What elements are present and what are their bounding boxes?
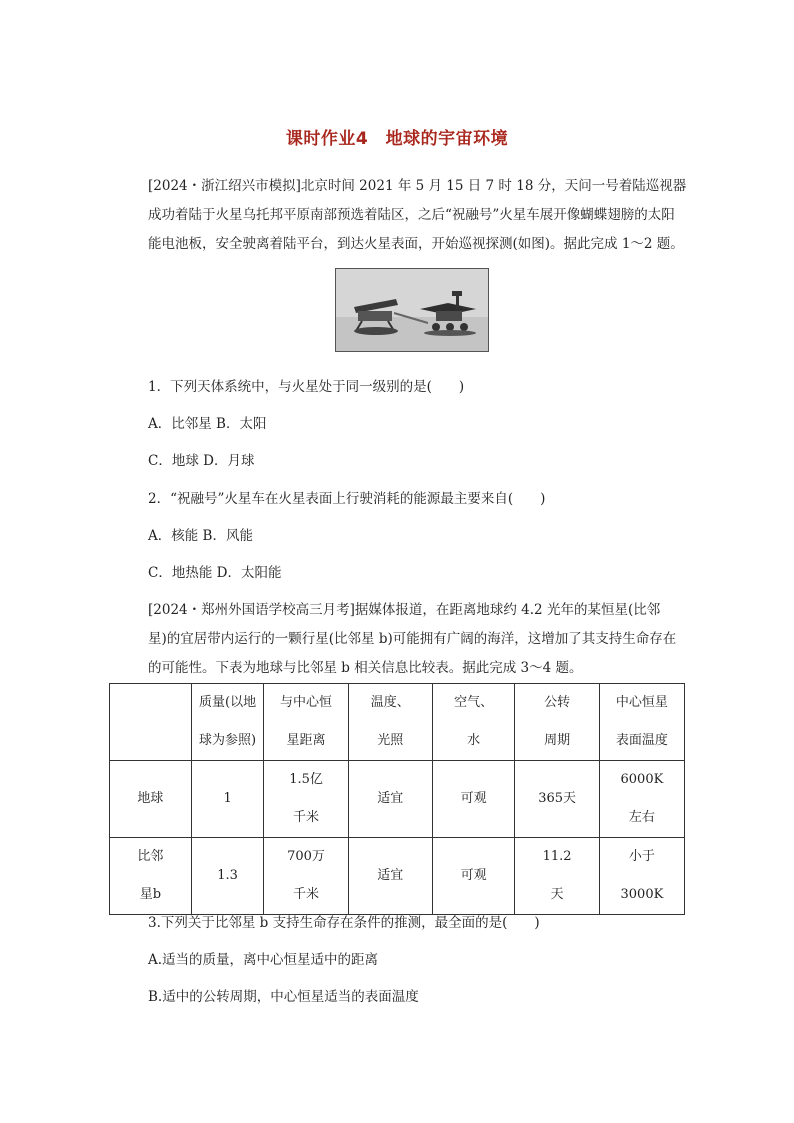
table-cell (191, 838, 264, 915)
cell-text: 可观 (460, 791, 487, 806)
intro-passage-2 (148, 596, 700, 683)
cell-text: 地球 (137, 791, 164, 806)
table-cell (599, 761, 684, 838)
intro-1-line: 能电池板，安全驶离着陆平台，到达火星表面，开始巡视探测(如图)。据此完成 1～2 题。 (148, 236, 684, 252)
header-line: 公转 (544, 695, 571, 710)
table-cell (515, 838, 599, 915)
table-cell (599, 838, 684, 915)
table-header-cell (191, 684, 264, 761)
table-cell (348, 838, 432, 915)
header-line: 质量(以地 (199, 695, 257, 710)
cell-text: 比邻 (137, 849, 164, 864)
header-line: 空气、 (454, 695, 494, 710)
cell-text: 千米 (293, 887, 320, 902)
table-cell (110, 838, 192, 915)
intro-passage-1 (148, 172, 700, 259)
table-cell (348, 761, 432, 838)
header-line: 球为参照) (199, 733, 257, 748)
table-row-proxima-b (110, 838, 685, 915)
cell-text: 6000K (620, 772, 664, 787)
table-cell (432, 761, 514, 838)
cell-text: 星b (139, 887, 162, 902)
table-row-earth (110, 761, 685, 838)
mars-rover-photo (335, 268, 489, 352)
table-cell (110, 761, 192, 838)
table-header-cell (599, 684, 684, 761)
question-1-options-ab: A．比邻星 B．太阳 (148, 416, 267, 432)
question-1-stem: 1．下列天体系统中，与火星处于同一级别的是( ) (148, 379, 465, 395)
header-line: 周期 (544, 733, 571, 748)
question-2-options-cd: C．地热能 D．太阳能 (148, 565, 282, 581)
page-title: 课时作业4 地球的宇宙环境 (285, 129, 509, 149)
cell-text: 700万 (287, 849, 325, 864)
cell-text: 365天 (538, 791, 577, 806)
cell-text: 左右 (628, 810, 655, 825)
cell-text: 11.2 (542, 849, 572, 864)
header-line: 温度、 (370, 695, 410, 710)
intro-2-line: 星)的宜居带内运行的一颗行星(比邻星 b)可能拥有广阔的海洋，这增加了其支持生命存在 (148, 631, 677, 647)
question-3-option-b: B.适中的公转周期，中心恒星适当的表面温度 (148, 989, 419, 1005)
cell-text: 可观 (460, 868, 487, 883)
table-header-cell (515, 684, 599, 761)
intro-2-line: [2024・郑州外国语学校高三月考]据媒体报道，在距离地球约 4.2 光年的某恒星(比邻 (148, 602, 661, 618)
comparison-table (109, 683, 685, 915)
cell-text: 小于 (628, 849, 655, 864)
header-line: 与中心恒 (280, 695, 333, 710)
question-2-stem: 2．“祝融号”火星车在火星表面上行驶消耗的能源最主要来自( ) (148, 491, 546, 507)
intro-2-line: 的可能性。下表为地球与比邻星 b 相关信息比较表。据此完成 3～4 题。 (148, 660, 583, 676)
cell-text: 千米 (293, 810, 320, 825)
question-1-options-cd: C．地球 D．月球 (148, 453, 255, 469)
cell-text: 1.5亿 (289, 772, 323, 787)
cell-text: 1.3 (217, 868, 238, 883)
cell-text: 3000K (620, 887, 664, 902)
question-3-option-a: A.适当的质量，离中心恒星适中的距离 (148, 952, 379, 968)
header-line: 中心恒星 (615, 695, 668, 710)
table-cell (432, 838, 514, 915)
header-line: 光照 (377, 733, 404, 748)
table-cell (515, 761, 599, 838)
table-header-row (110, 684, 685, 761)
table-cell (264, 838, 348, 915)
table-header-cell (110, 684, 192, 761)
question-2-options-ab: A．核能 B．风能 (148, 528, 253, 544)
header-line: 星距离 (286, 733, 326, 748)
header-line: 水 (467, 733, 481, 748)
table-header-cell (264, 684, 348, 761)
mars-rover-icon (336, 269, 488, 351)
table-header-cell (348, 684, 432, 761)
header-line: 表面温度 (615, 733, 668, 748)
cell-text: 1 (223, 791, 232, 806)
intro-1-line: 成功着陆于火星乌托邦平原南部预选着陆区，之后“祝融号”火星车展开像蝴蝶翅膀的太阳 (148, 207, 675, 223)
intro-1-line: [2024・浙江绍兴市模拟]北京时间 2021 年 5 月 15 日 7 时 18 分，天问一号着陆巡视器 (148, 178, 687, 194)
table-header-cell (432, 684, 514, 761)
question-3-stem: 3.下列关于比邻星 b 支持生命存在条件的推测，最全面的是( ) (148, 915, 540, 931)
table-cell (191, 761, 264, 838)
cell-text: 适宜 (377, 868, 404, 883)
table-cell (264, 761, 348, 838)
cell-text: 适宜 (377, 791, 404, 806)
cell-text: 天 (550, 887, 564, 902)
